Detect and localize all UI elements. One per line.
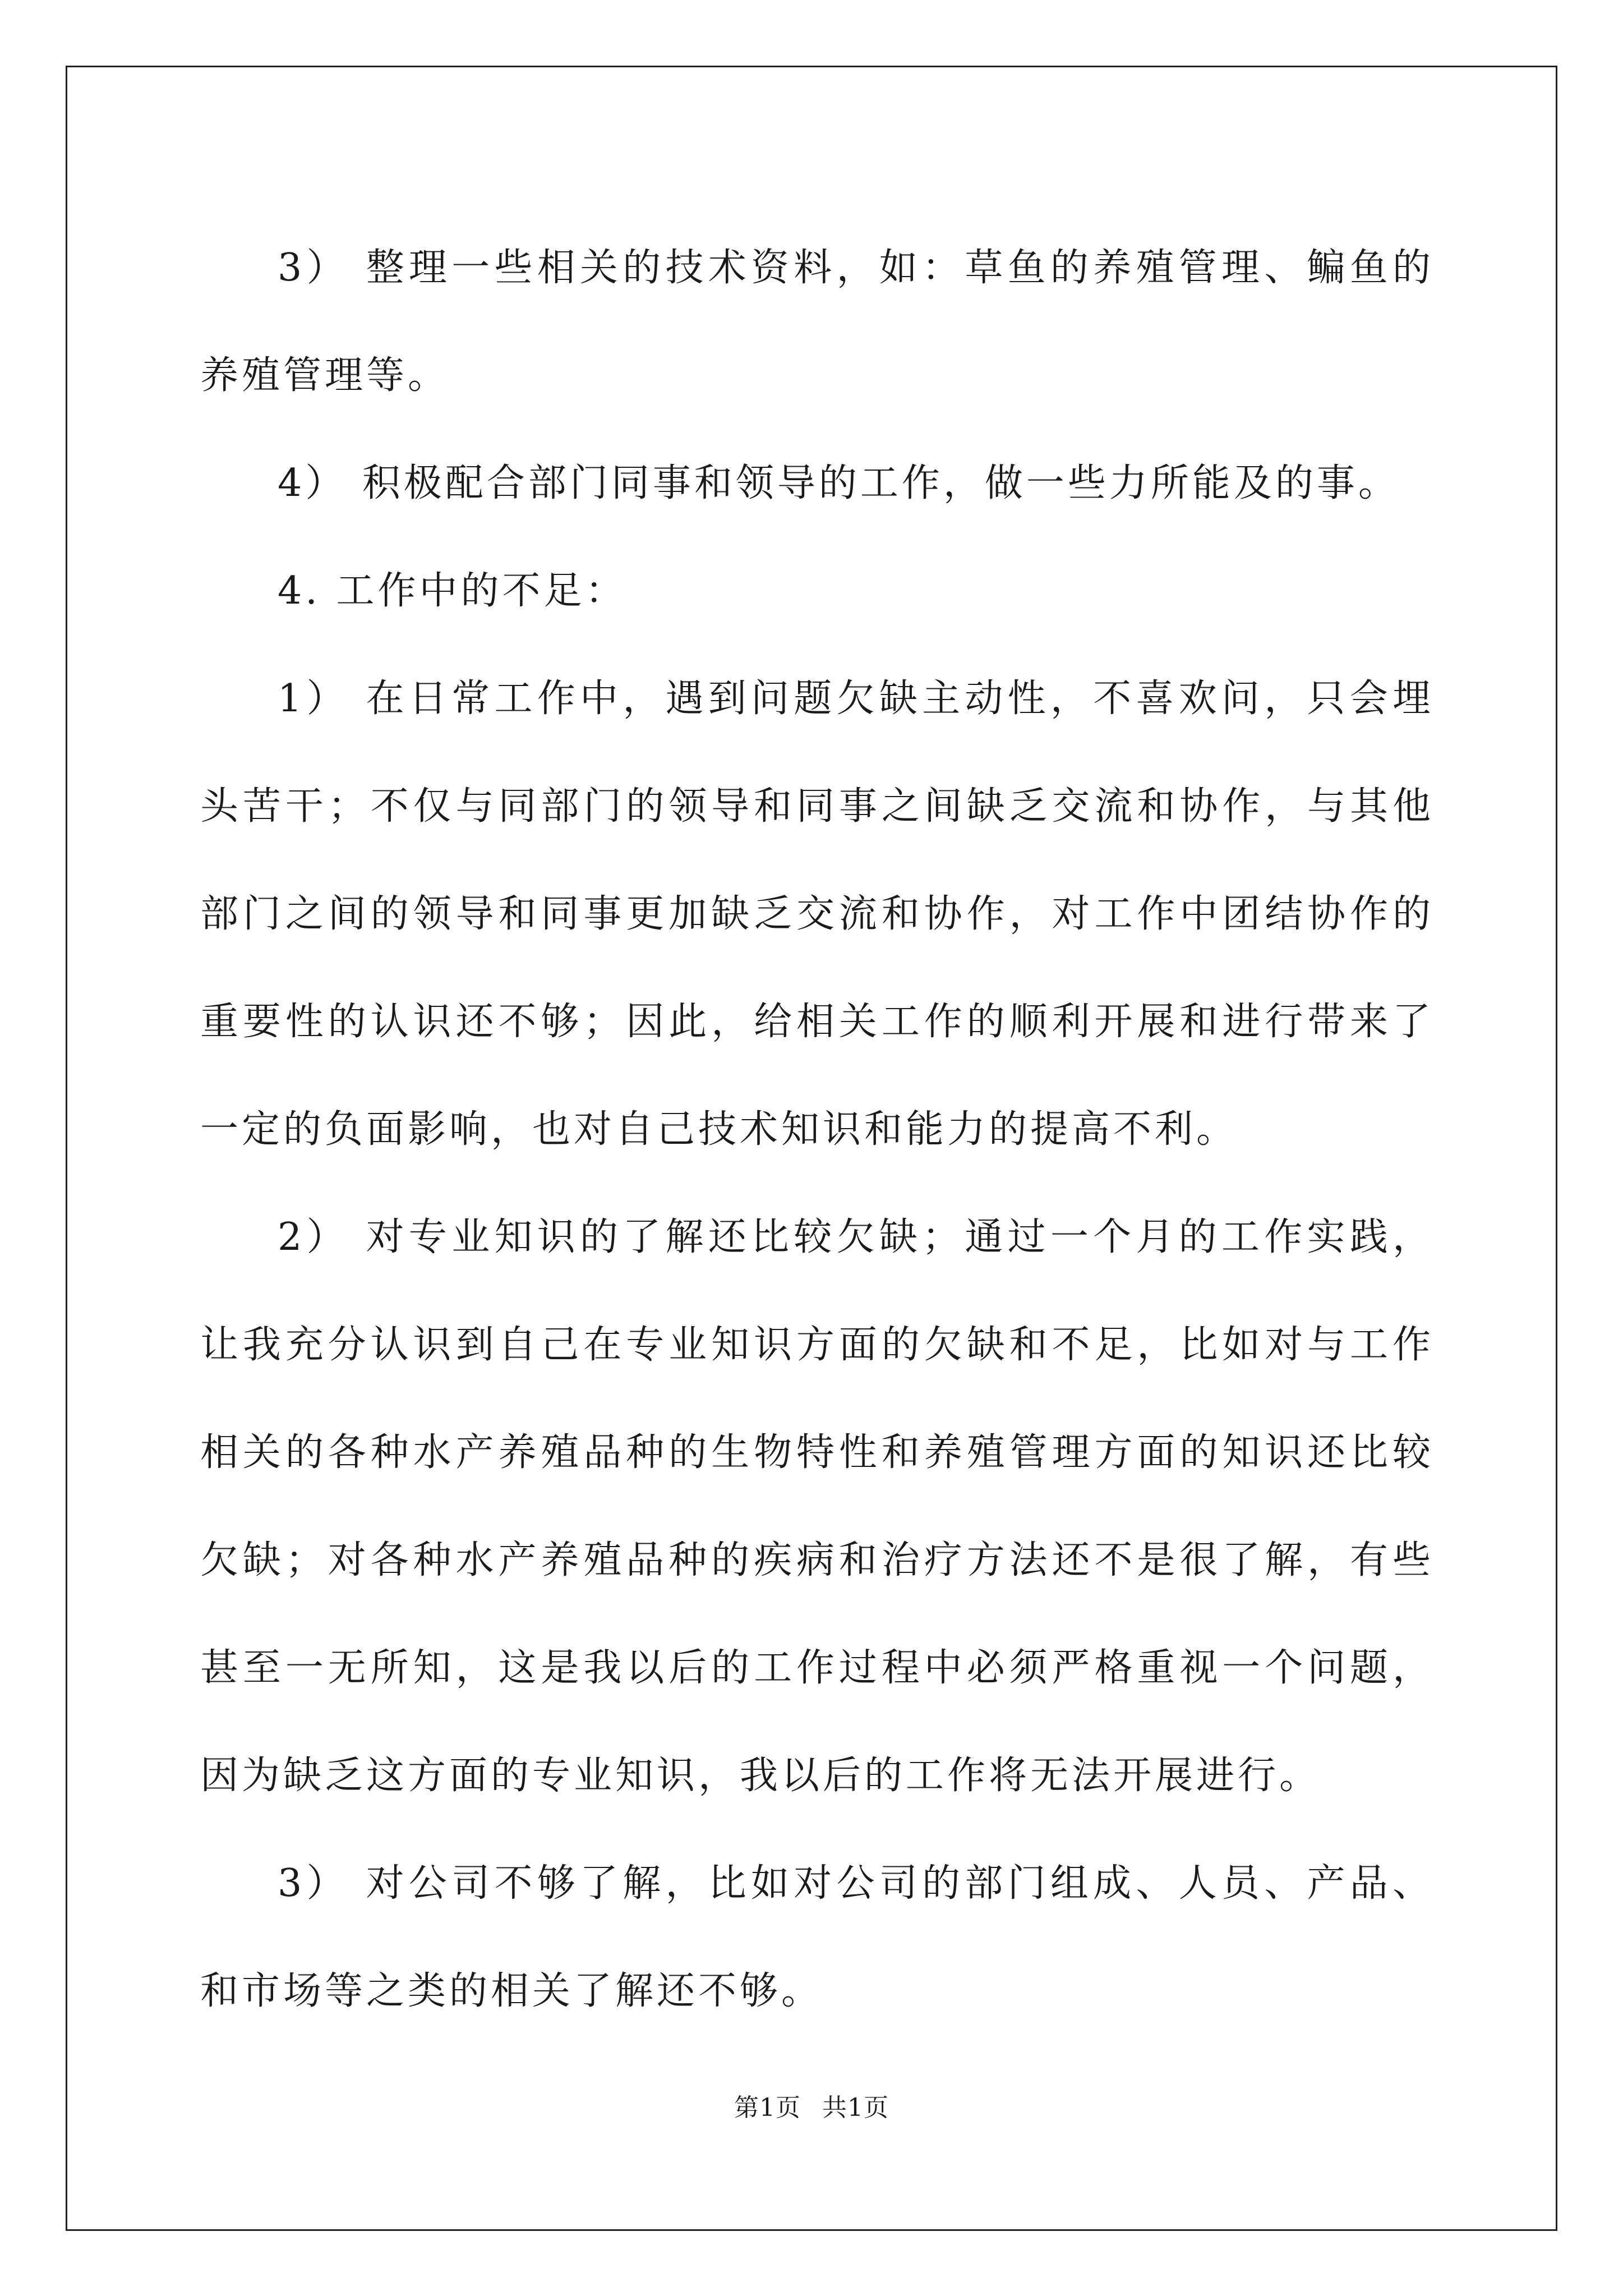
page-number-total: 共1页 — [822, 2093, 889, 2122]
section-heading-shortcomings: 4. 工作中的不足： — [278, 569, 627, 613]
paragraph-2-professional-knowledge: 2） 对专业知识的了解还比较欠缺；通过一个月的工作实践，让我充分认识到自己在专业知识方面的欠缺和不足，比如对与工作相关的各种水产养殖品种的生物特性和养殖管理方面的知识还比较欠缺；对各种水产养殖品种的疾病和治疗方法还不是很了解，有些甚至一无所知，这是我以后的工作过程中必须严格重视一个问题，因为缺乏这方面的专业知识，我以后的工作将无法开展进行。 — [200, 1215, 1434, 1798]
paragraph-1-initiative: 1） 在日常工作中，遇到问题欠缺主动性，不喜欢问，只会埋头苦干；不仅与同部门的领导和同事之间缺乏交流和协作，与其他部门之间的领导和同事更加缺乏交流和协作，对工作中团结协作的重要性的认识还不够；因此，给相关工作的顺利开展和进行带来了一定的负面影响，也对自己技术知识和能力的提高不利。 — [200, 677, 1434, 1152]
paragraph-4-cooperation: 4） 积极配合部门同事和领导的工作，做一些力所能及的事。 — [278, 461, 1400, 505]
page-footer — [0, 2091, 1623, 2125]
paragraph-3-company-knowledge: 3） 对公司不够了解，比如对公司的部门组成、人员、产品、和市场等之类的相关了解还不够。 — [200, 1861, 1434, 2013]
paragraph-3-tech-materials: 3） 整理一些相关的技术资料，如：草鱼的养殖管理、鳊鱼的养殖管理等。 — [200, 246, 1434, 398]
page-number-current: 第1页 — [734, 2093, 801, 2122]
document-body — [200, 214, 1434, 2045]
